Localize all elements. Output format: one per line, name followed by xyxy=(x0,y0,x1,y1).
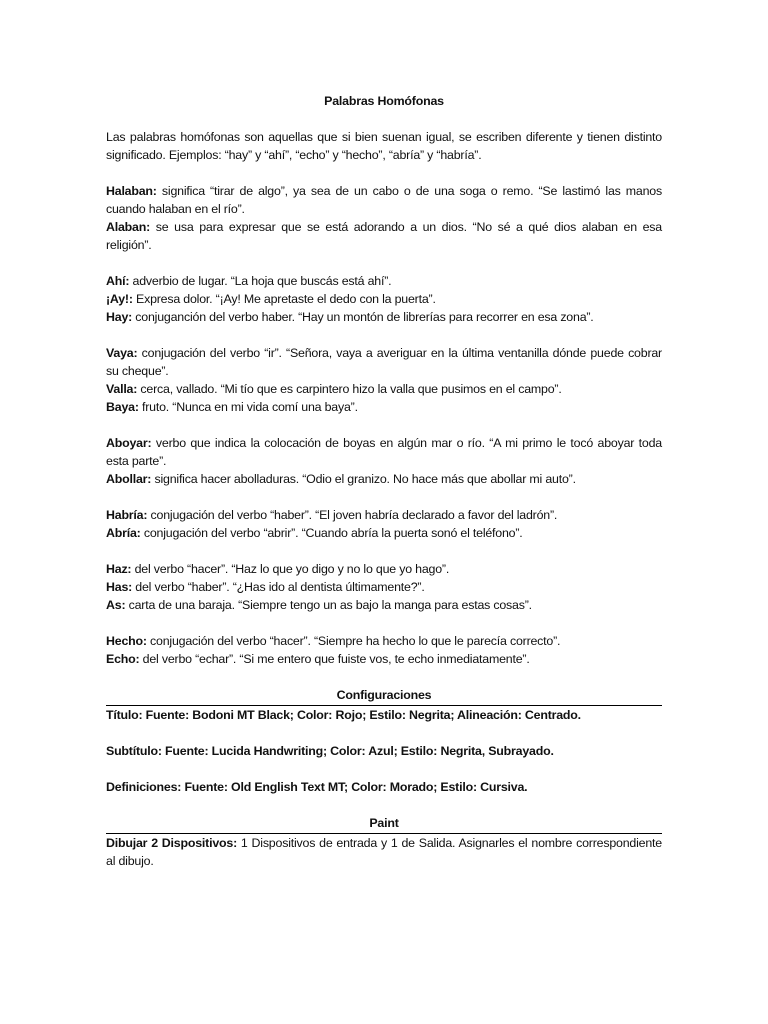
definition-entry xyxy=(106,398,662,416)
page-title: Palabras Homófonas xyxy=(324,94,444,108)
definition-term: Valla: xyxy=(106,382,138,396)
paint-label: Dibujar 2 Dispositivos: xyxy=(106,836,237,850)
definition-term: Baya: xyxy=(106,400,139,414)
definition-entry xyxy=(106,434,662,470)
definition-text: del verbo “echar”. “Si me entero que fuiste vos, te echo inmediatamente”. xyxy=(139,652,530,666)
definition-text: conjugación del verbo “haber”. “El joven habría declarado a favor del ladrón”. xyxy=(147,508,558,522)
definition-text: conjugación del verbo “abrir”. “Cuando abría la puerta sonó el teléfono”. xyxy=(140,526,523,540)
definition-entry xyxy=(106,560,662,578)
definition-text: conjugación del verbo “hacer”. “Siempre ha hecho lo que le parecía correcto”. xyxy=(146,634,561,648)
definition-term: Hecho: xyxy=(106,634,147,648)
definition-term: Aboyar: xyxy=(106,436,152,450)
definition-term: ¡Ay!: xyxy=(106,292,133,306)
config-title-line: Título: Fuente: Bodoni MT Black; Color: Rojo; Estilo: Negrita; Alineación: Centrado. xyxy=(106,708,581,722)
definition-group xyxy=(106,272,662,326)
intro-paragraph: Las palabras homófonas son aquellas que si bien suenan igual, se escriben diferente y tienen distinto significado. Ejemplos: “hay” y “ahí”, “echo” y “hecho”, “abría” y “habría”. xyxy=(106,130,662,162)
definition-group xyxy=(106,434,662,488)
paint-heading: Paint xyxy=(369,816,399,830)
definition-text: significa hacer abolladuras. “Odio el granizo. No hace más que abollar mi auto”. xyxy=(151,472,576,486)
definition-text: significa “tirar de algo”, ya sea de un cabo o de una soga o remo. “Se lastimó las manos cuando halaban en el río”. xyxy=(106,184,662,216)
definition-term: Habría: xyxy=(106,508,148,522)
definition-group xyxy=(106,560,662,614)
definition-entry xyxy=(106,290,662,308)
definition-term: Abollar: xyxy=(106,472,152,486)
definition-group xyxy=(106,344,662,416)
definition-text: se usa para expresar que se está adorando a un dios. “No sé a qué dios alaban en esa religión”. xyxy=(106,220,662,252)
definition-entry xyxy=(106,470,662,488)
definition-entry xyxy=(106,632,662,650)
definition-term: Halaban: xyxy=(106,184,157,198)
definition-entry xyxy=(106,524,662,542)
definition-term: Alaban: xyxy=(106,220,151,234)
definition-term: Echo: xyxy=(106,652,140,666)
definition-entry xyxy=(106,272,662,290)
definition-entry xyxy=(106,506,662,524)
definition-text: del verbo “haber”. “¿Has ido al dentista últimamente?”. xyxy=(132,580,425,594)
definition-term: Has: xyxy=(106,580,133,594)
definition-term: Ahí: xyxy=(106,274,130,288)
definition-text: conjugación del verbo “ir”. “Señora, vaya a averiguar en la última ventanilla dónde puede cobrar su cheque”. xyxy=(106,346,662,378)
definition-entry xyxy=(106,596,662,614)
definition-text: cerca, vallado. “Mi tío que es carpintero hizo la valla que pusimos en el campo”. xyxy=(137,382,562,396)
definition-text: Expresa dolor. “¡Ay! Me apretaste el dedo con la puerta”. xyxy=(132,292,436,306)
definitions-list xyxy=(106,182,662,668)
definition-entry xyxy=(106,182,662,218)
definition-entry xyxy=(106,380,662,398)
definition-text: verbo que indica la colocación de boyas en algún mar o río. “A mi primo le tocó aboyar toda esta parte”. xyxy=(106,436,662,468)
config-heading: Configuraciones xyxy=(336,688,432,702)
definition-term: As: xyxy=(106,598,126,612)
config-definitions-line: Definiciones: Fuente: Old English Text MT; Color: Morado; Estilo: Cursiva. xyxy=(106,780,528,794)
definition-entry xyxy=(106,344,662,380)
paint-instruction xyxy=(106,834,662,870)
config-subtitle-line: Subtítulo: Fuente: Lucida Handwriting; Color: Azul; Estilo: Negrita, Subrayado. xyxy=(106,744,554,758)
definition-text: carta de una baraja. “Siempre tengo un as bajo la manga para estas cosas”. xyxy=(125,598,532,612)
definition-text: fruto. “Nunca en mi vida comí una baya”. xyxy=(138,400,358,414)
paint-detail: 1 Dispositivos de entrada y 1 de Salida. Asignarles el nombre correspondiente al dibujo. xyxy=(106,836,662,868)
definition-term: Vaya: xyxy=(106,346,138,360)
definition-text: del verbo “hacer”. “Haz lo que yo digo y no lo que yo hago”. xyxy=(131,562,450,576)
definition-entry xyxy=(106,218,662,254)
definition-entry xyxy=(106,308,662,326)
definition-term: Haz: xyxy=(106,562,132,576)
definition-text: conjuganción del verbo haber. “Hay un montón de librerías para recorrer en esa zona”. xyxy=(132,310,594,324)
definition-group xyxy=(106,182,662,254)
definition-group xyxy=(106,506,662,542)
definition-term: Abría: xyxy=(106,526,141,540)
definition-entry xyxy=(106,578,662,596)
definition-entry xyxy=(106,650,662,668)
definition-term: Hay: xyxy=(106,310,133,324)
definition-group xyxy=(106,632,662,668)
definition-text: adverbio de lugar. “La hoja que buscás está ahí”. xyxy=(129,274,392,288)
document-body xyxy=(106,92,662,870)
